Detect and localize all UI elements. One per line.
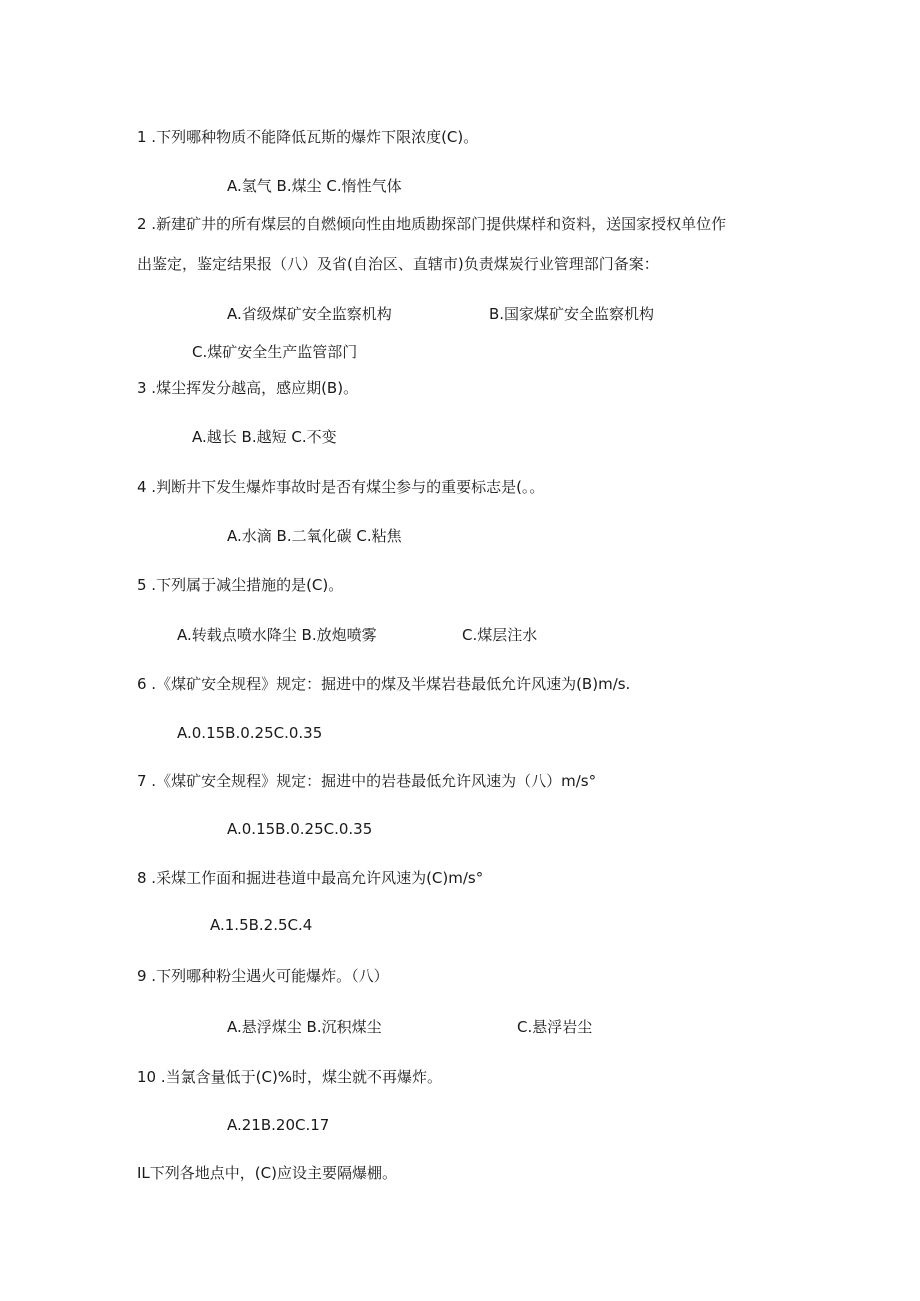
question-5-option-c: C.煤层注水 (462, 626, 538, 644)
question-10-options: A.21B.20C.17 (227, 1116, 330, 1134)
question-9-stem: 9 .下列哪种粉尘遇火可能爆炸。（八） (137, 967, 389, 985)
question-10-stem: 10 .当氯含量低于(C)%时，煤尘就不再爆炸。 (137, 1068, 443, 1086)
question-5-option-ab: A.转载点喷水降尘 B.放炮喷雾 (177, 626, 377, 644)
question-3-options: A.越长 B.越短 C.不变 (192, 428, 337, 446)
question-3-stem: 3 .煤尘挥发分越高，感应期(B)。 (137, 379, 359, 397)
question-2-option-b: B.国家煤矿安全监察机构 (489, 305, 655, 323)
question-5-stem: 5 .下列属于减尘措施的是(C)。 (137, 576, 344, 594)
question-2-stem-line-2: 出鉴定，鉴定结果报（八）及省(自治区、直辖市)负责煤炭行业管理部门备案： (137, 255, 659, 273)
question-9-option-c: C.悬浮岩尘 (517, 1018, 593, 1036)
question-1-stem: 1 .下列哪种物质不能降低瓦斯的爆炸下限浓度(C)。 (137, 128, 479, 146)
question-6-options: A.0.15B.0.25C.0.35 (177, 724, 323, 742)
question-2-stem-line-1: 2 .新建矿井的所有煤层的自燃倾向性由地质勘探部门提供煤样和资料，送国家授权单位作 (137, 215, 727, 233)
question-2-option-c: C.煤矿安全生产监管部门 (192, 343, 358, 361)
question-4-stem: 4 .判断井下发生爆炸事故时是否有煤尘参与的重要标志是(。。 (137, 478, 545, 496)
question-8-stem: 8 .采煤工作面和掘进巷道中最高允许风速为(C)m∕s° (137, 869, 484, 887)
question-7-stem: 7 .《煤矿安全规程》规定：掘进中的岩巷最低允许风速为（八）m∕s° (137, 772, 597, 790)
question-9-option-ab: A.悬浮煤尘 B.沉积煤尘 (227, 1018, 382, 1036)
question-8-options: A.1.5B.2.5C.4 (210, 916, 313, 934)
question-4-options: A.水滴 B.二氧化碳 C.粘焦 (227, 527, 402, 545)
question-11-stem: IL下列各地点中，(C)应设主要隔爆棚。 (137, 1164, 397, 1182)
question-7-options: A.0.15B.0.25C.0.35 (227, 820, 373, 838)
question-6-stem: 6 .《煤矿安全规程》规定：掘进中的煤及半煤岩巷最低允许风速为(B)m∕s. (137, 675, 631, 693)
question-1-options: A.氢气 B.煤尘 C.惰性气体 (227, 177, 402, 195)
question-2-option-a: A.省级煤矿安全监察机构 (227, 305, 392, 323)
